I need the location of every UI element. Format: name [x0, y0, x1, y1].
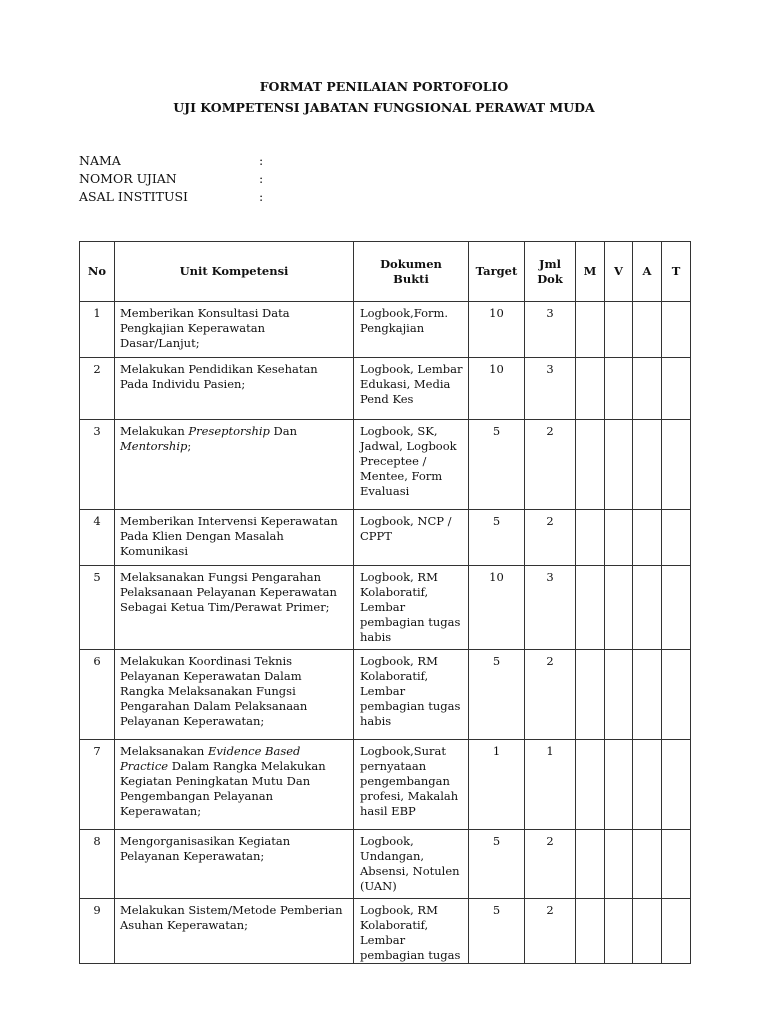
cell-no: 8 — [80, 830, 115, 899]
document-subtitle: UJI KOMPETENSI JABATAN FUNGSIONAL PERAWAT MUDA — [173, 100, 595, 115]
cell-target: 10 — [469, 302, 525, 358]
cell-no: 7 — [80, 740, 115, 830]
cell-v[interactable] — [605, 830, 633, 899]
cell-no: 6 — [80, 650, 115, 740]
cell-v[interactable] — [605, 566, 633, 650]
cell-doc: Logbook, RM Kolaboratif, Lembar pembagian tugas habis — [354, 650, 469, 740]
cell-v[interactable] — [605, 358, 633, 420]
cell-a[interactable] — [633, 358, 662, 420]
identity-label: ASAL INSTITUSI — [79, 189, 188, 204]
cell-t[interactable] — [662, 358, 691, 420]
cell-jml: 2 — [525, 420, 576, 510]
cell-doc: Logbook, RM Kolaboratif, Lembar pembagian tugas — [354, 899, 469, 964]
cell-t[interactable] — [662, 302, 691, 358]
cell-doc: Logbook,Surat pernyataan pengembangan profesi, Makalah hasil EBP — [354, 740, 469, 830]
header-m: M — [576, 242, 605, 302]
cell-doc: Logbook, SK, Jadwal, Logbook Preceptee / Mentee, Form Evaluasi — [354, 420, 469, 510]
table-row — [80, 830, 691, 899]
cell-m[interactable] — [576, 420, 605, 510]
table-row — [80, 302, 691, 358]
table-row — [80, 740, 691, 830]
cell-a[interactable] — [633, 510, 662, 566]
cell-v[interactable] — [605, 302, 633, 358]
cell-target: 5 — [469, 420, 525, 510]
cell-a[interactable] — [633, 566, 662, 650]
cell-jml: 3 — [525, 566, 576, 650]
identity-colon: : — [259, 153, 264, 168]
cell-m[interactable] — [576, 358, 605, 420]
table-row — [80, 420, 691, 510]
cell-m[interactable] — [576, 302, 605, 358]
cell-m[interactable] — [576, 650, 605, 740]
assessment-table — [79, 241, 691, 964]
cell-jml: 3 — [525, 302, 576, 358]
cell-no: 9 — [80, 899, 115, 964]
cell-no: 1 — [80, 302, 115, 358]
table-row — [80, 899, 691, 964]
cell-v[interactable] — [605, 740, 633, 830]
cell-no: 2 — [80, 358, 115, 420]
cell-jml: 2 — [525, 650, 576, 740]
document-title: FORMAT PENILAIAN PORTOFOLIO — [259, 79, 509, 94]
header-no: No — [80, 242, 115, 302]
identity-colon: : — [259, 171, 264, 186]
cell-unit: Melaksanakan Evidence Based Practice Dalam Rangka Melakukan Kegiatan Peningkatan Mutu Dan Pengembangan Pelayanan Keperawatan; — [115, 740, 354, 830]
cell-unit: Melakukan Koordinasi Teknis Pelayanan Keperawatan Dalam Rangka Melaksanakan Fungsi Pengarahan Dalam Pelaksanaan Pelayanan Keperawatan; — [115, 650, 354, 740]
cell-m[interactable] — [576, 566, 605, 650]
cell-unit: Mengorganisasikan Kegiatan Pelayanan Keperawatan; — [115, 830, 354, 899]
header-unit-kompetensi: Unit Kompetensi — [115, 242, 354, 302]
cell-v[interactable] — [605, 420, 633, 510]
cell-doc: Logbook, RM Kolaboratif, Lembar pembagian tugas habis — [354, 566, 469, 650]
header-dokumen-bukti: Dokumen Bukti — [354, 242, 469, 302]
cell-a[interactable] — [633, 420, 662, 510]
cell-unit: Melakukan Pendidikan Kesehatan Pada Individu Pasien; — [115, 358, 354, 420]
cell-t[interactable] — [662, 830, 691, 899]
cell-unit: Melakukan Sistem/Metode Pemberian Asuhan Keperawatan; — [115, 899, 354, 964]
cell-a[interactable] — [633, 740, 662, 830]
cell-a[interactable] — [633, 302, 662, 358]
cell-target: 10 — [469, 566, 525, 650]
table-header-row — [80, 242, 691, 302]
table-row — [80, 358, 691, 420]
cell-unit: Memberikan Intervensi Keperawatan Pada Klien Dengan Masalah Komunikasi — [115, 510, 354, 566]
cell-m[interactable] — [576, 830, 605, 899]
identity-colon: : — [259, 189, 264, 204]
cell-v[interactable] — [605, 899, 633, 964]
header-t: T — [662, 242, 691, 302]
cell-t[interactable] — [662, 899, 691, 964]
header-jml-dok: Jml Dok — [525, 242, 576, 302]
identity-label: NOMOR UJIAN — [79, 171, 177, 186]
cell-v[interactable] — [605, 510, 633, 566]
cell-unit: Memberikan Konsultasi Data Pengkajian Keperawatan Dasar/Lanjut; — [115, 302, 354, 358]
identity-label: NAMA — [79, 153, 121, 168]
cell-t[interactable] — [662, 420, 691, 510]
cell-a[interactable] — [633, 830, 662, 899]
cell-target: 5 — [469, 510, 525, 566]
header-target: Target — [469, 242, 525, 302]
table-row — [80, 566, 691, 650]
cell-jml: 2 — [525, 830, 576, 899]
cell-target: 5 — [469, 650, 525, 740]
cell-a[interactable] — [633, 899, 662, 964]
cell-unit: Melakukan Preseptorship Dan Mentorship; — [115, 420, 354, 510]
cell-no: 5 — [80, 566, 115, 650]
cell-t[interactable] — [662, 566, 691, 650]
cell-jml: 3 — [525, 358, 576, 420]
cell-no: 3 — [80, 420, 115, 510]
cell-jml: 1 — [525, 740, 576, 830]
cell-jml: 2 — [525, 510, 576, 566]
cell-jml: 2 — [525, 899, 576, 964]
cell-m[interactable] — [576, 899, 605, 964]
cell-target: 10 — [469, 358, 525, 420]
cell-no: 4 — [80, 510, 115, 566]
cell-target: 1 — [469, 740, 525, 830]
table-row — [80, 510, 691, 566]
cell-doc: Logbook, Undangan, Absensi, Notulen (UAN) — [354, 830, 469, 899]
cell-v[interactable] — [605, 650, 633, 740]
table-row — [80, 650, 691, 740]
header-a: A — [633, 242, 662, 302]
cell-target: 5 — [469, 830, 525, 899]
header-v: V — [605, 242, 633, 302]
cell-t[interactable] — [662, 510, 691, 566]
cell-target: 5 — [469, 899, 525, 964]
cell-m[interactable] — [576, 740, 605, 830]
cell-unit: Melaksanakan Fungsi Pengarahan Pelaksanaan Pelayanan Keperawatan Sebagai Ketua Tim/Perawat Primer; — [115, 566, 354, 650]
cell-t[interactable] — [662, 650, 691, 740]
cell-doc: Logbook, Lembar Edukasi, Media Pend Kes — [354, 358, 469, 420]
cell-doc: Logbook,Form. Pengkajian — [354, 302, 469, 358]
cell-t[interactable] — [662, 740, 691, 830]
cell-a[interactable] — [633, 650, 662, 740]
cell-m[interactable] — [576, 510, 605, 566]
cell-doc: Logbook, NCP / CPPT — [354, 510, 469, 566]
